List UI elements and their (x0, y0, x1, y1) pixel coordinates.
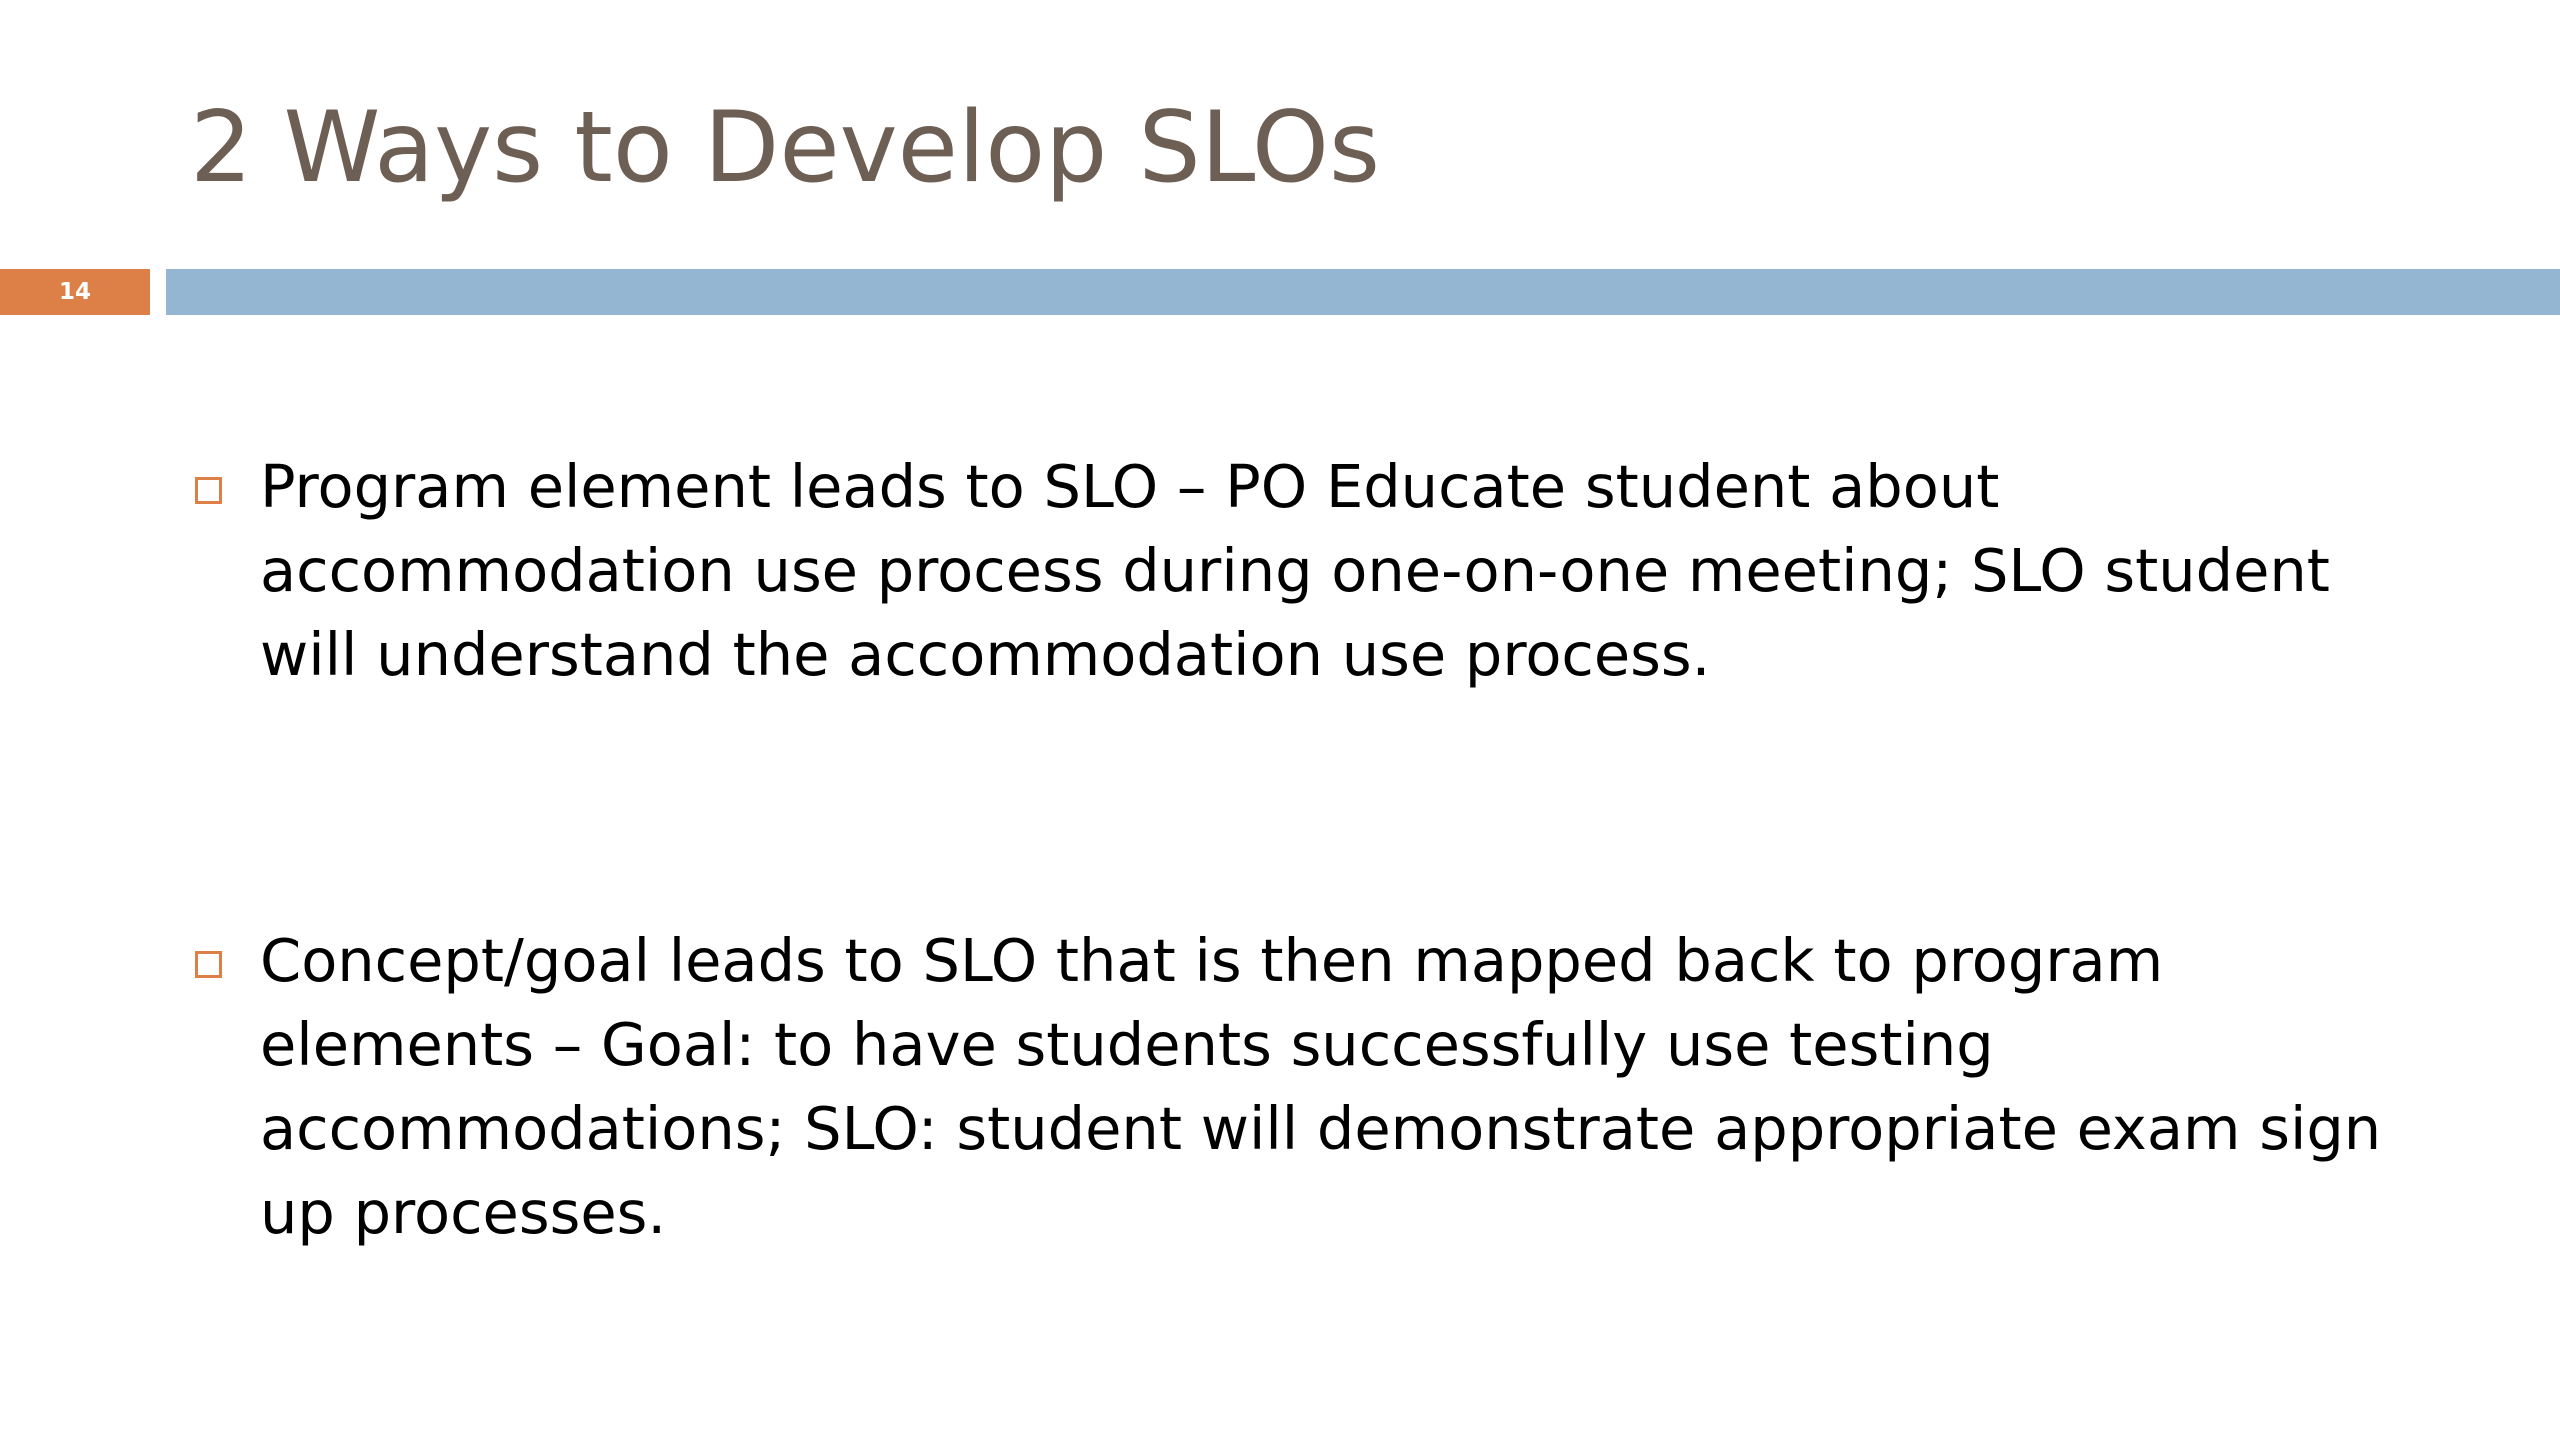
slide-number: 14 (58, 279, 91, 305)
bullet-list (190, 445, 2390, 1255)
title-divider-bar (166, 269, 2560, 315)
slide-number-badge (0, 269, 150, 315)
hollow-square-bullet-icon (195, 477, 222, 504)
bullet-text: Concept/goal leads to SLO that is then mapped back to program elements – Goal: to have students successfully use testing accommodations; SLO: student will demonstrate appropriate exam sign up processes. (260, 926, 2382, 1247)
hollow-square-bullet-icon (195, 951, 222, 978)
bullet-item (190, 919, 2390, 1255)
bullet-item (190, 445, 2390, 697)
slide-title: 2 Ways to Develop SLOs (190, 91, 1381, 205)
bullet-text: Program element leads to SLO – PO Educate student about accommodation use process during one-on-one meeting; SLO student will understand the accommodation use process. (260, 452, 2330, 689)
